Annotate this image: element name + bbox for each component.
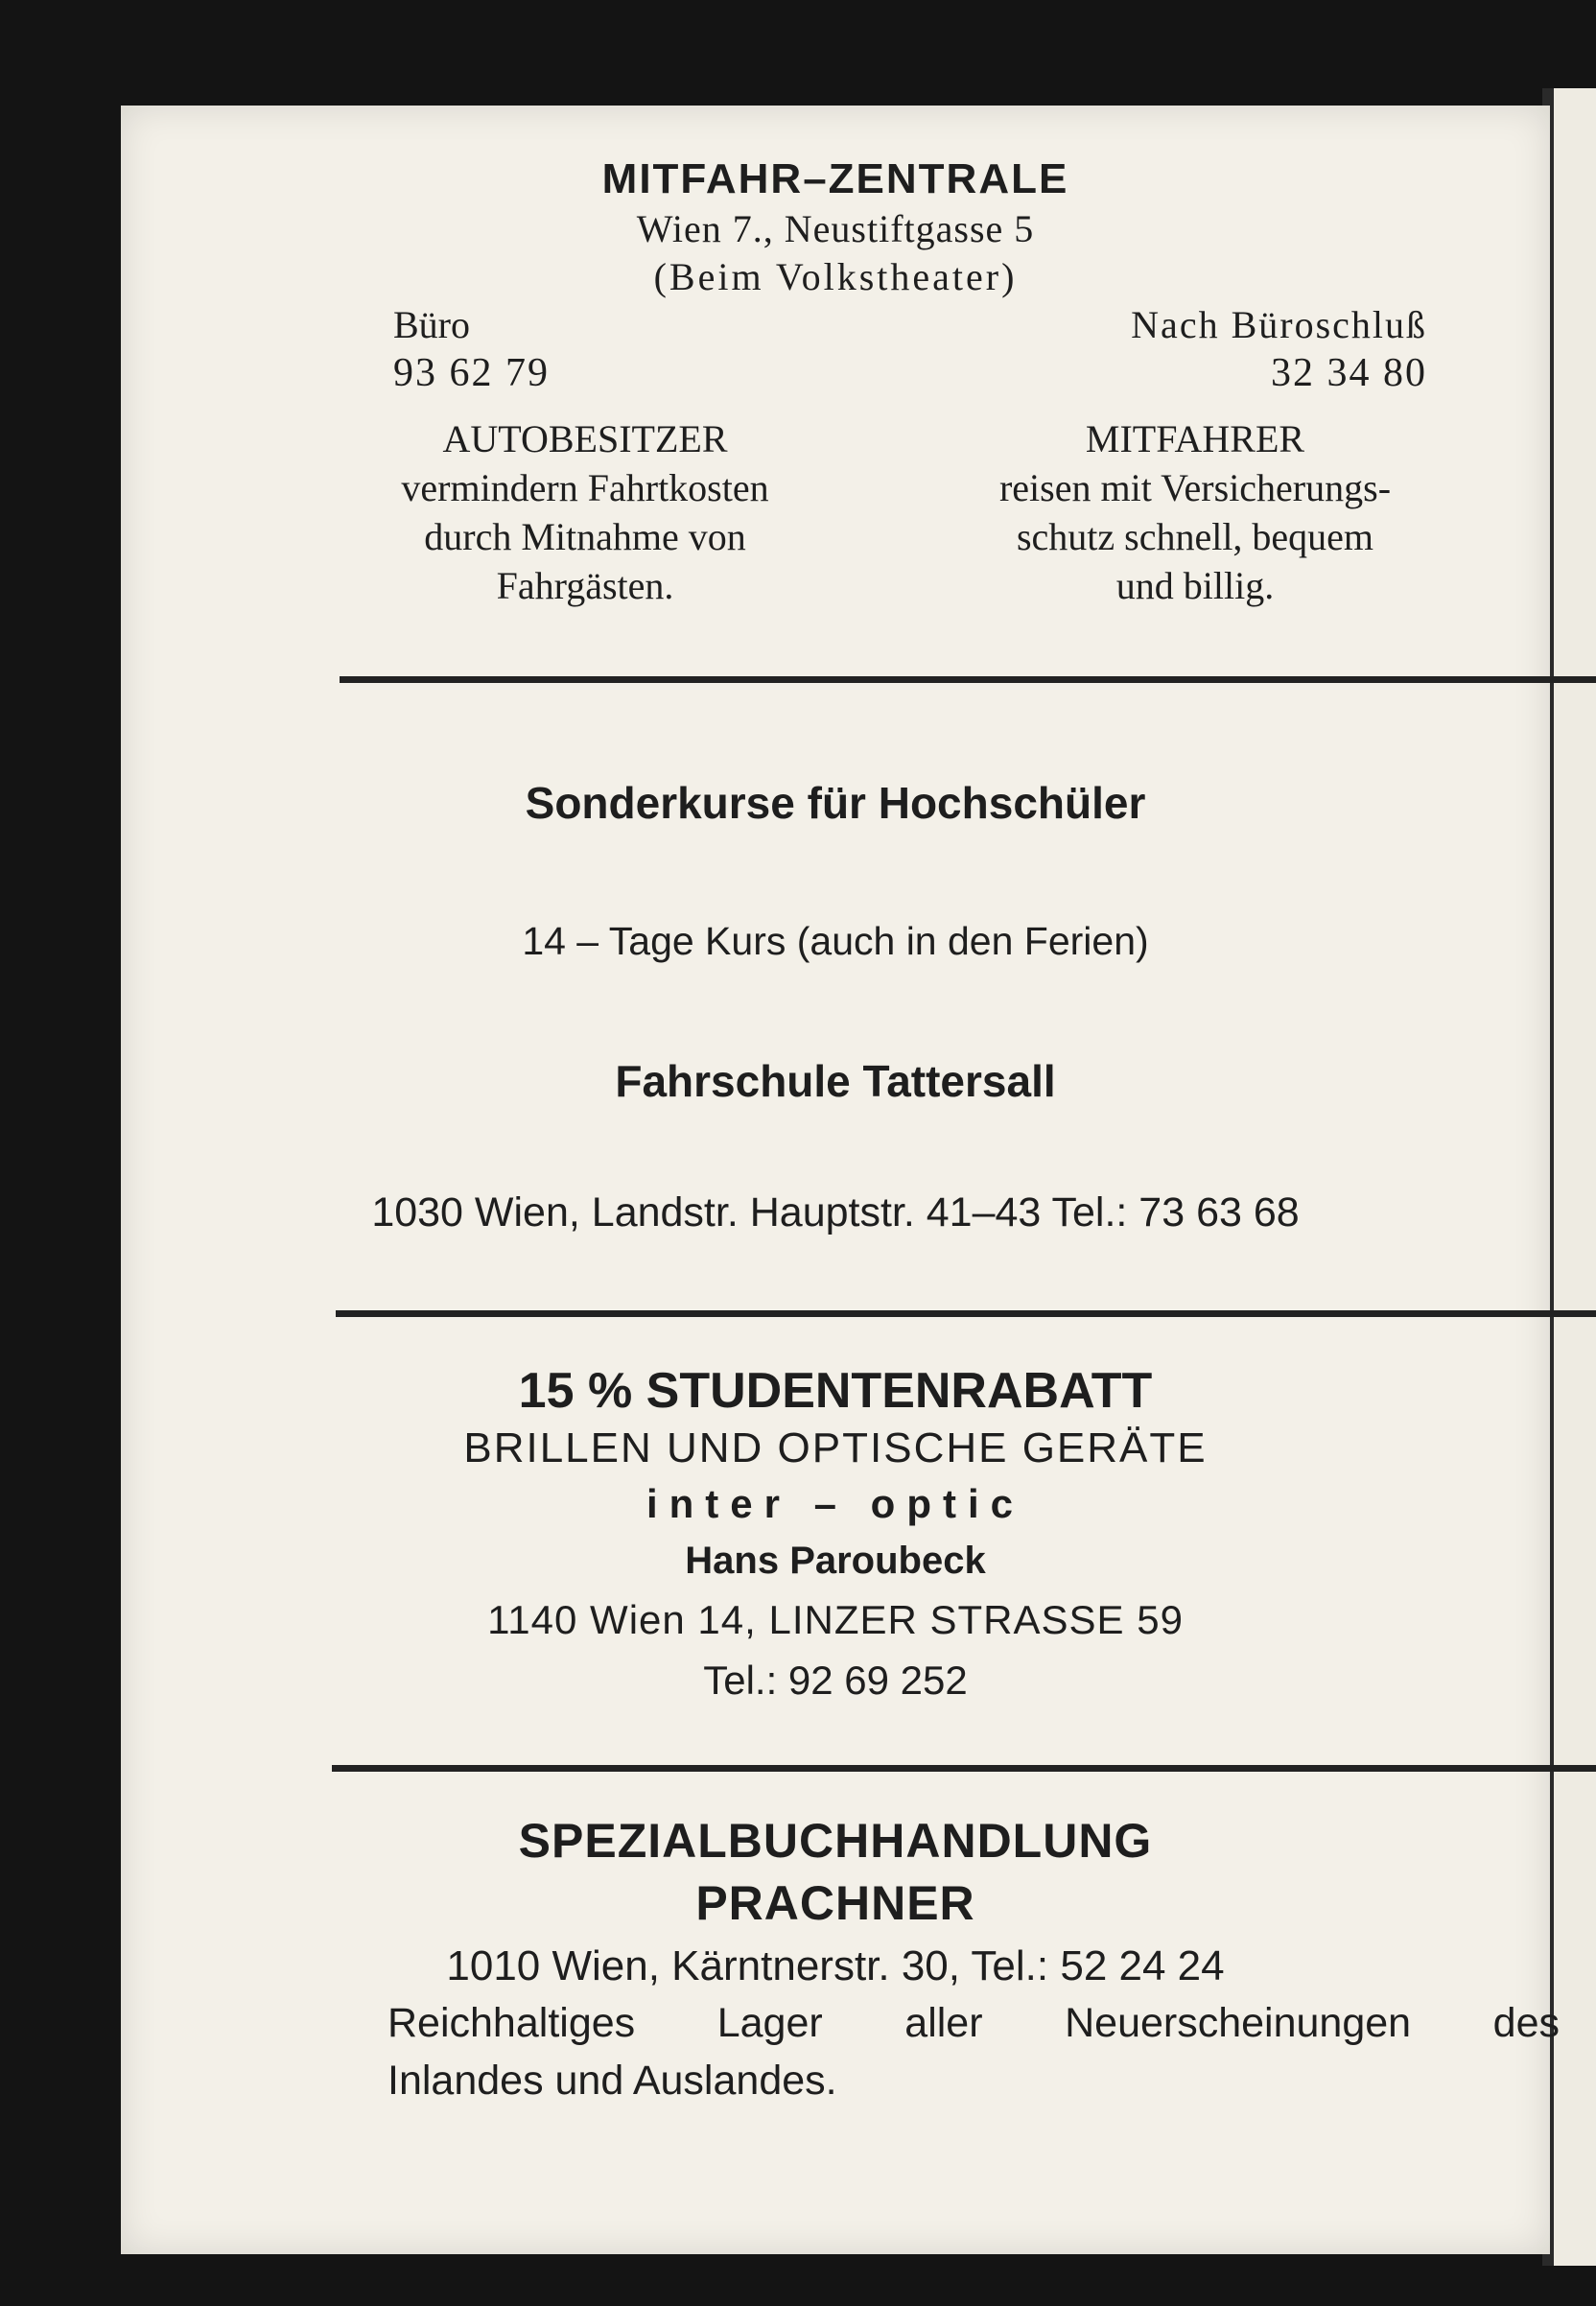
office-label: Büro <box>393 303 470 346</box>
passenger-line: reisen mit Versicherungs- <box>998 466 1392 509</box>
divider <box>336 1310 1596 1317</box>
optic-phone: Tel.: 92 69 252 <box>703 1658 968 1703</box>
bookshop-description: Reichhaltiges Lager aller Neuerscheinungen des <box>387 2000 1560 2046</box>
car-owner-line: durch Mitnahme von <box>424 515 746 558</box>
passenger-line: schutz schnell, bequem <box>1016 515 1374 558</box>
bookshop-name: PRACHNER <box>695 1876 975 1930</box>
divider <box>332 1765 1596 1772</box>
car-owner-line: vermindern Fahrtkosten <box>401 466 769 509</box>
driving-school-address: 1030 Wien, Landstr. Hauptstr. 41–43 Tel.: 73 63 68 <box>371 1189 1300 1235</box>
passenger-column <box>955 414 1435 610</box>
car-owner-column <box>384 414 786 610</box>
car-owner-line: Fahrgästen. <box>496 564 674 607</box>
bookshop-description-end: Inlandes und Auslandes. <box>387 2058 837 2104</box>
bookshop-title: SPEZIALBUCHHANDLUNG <box>518 1814 1153 1868</box>
office-phone: 93 62 79 <box>393 351 550 395</box>
optic-products: BRILLEN UND OPTISCHE GERÄTE <box>463 1424 1208 1471</box>
driving-school-name: Fahrschule Tattersall <box>615 1056 1056 1106</box>
course-description: 14 – Tage Kurs (auch in den Ferien) <box>522 919 1149 963</box>
divider <box>340 676 1596 683</box>
mitfahr-title: MITFAHR–ZENTRALE <box>601 155 1069 202</box>
optic-owner: Hans Paroubeck <box>685 1540 986 1582</box>
optic-brand: inter – optic <box>645 1481 1025 1526</box>
bookshop-address: 1010 Wien, Kärntnerstr. 30, Tel.: 52 24 24 <box>446 1942 1225 1989</box>
mitfahr-location: (Beim Volkstheater) <box>653 255 1018 298</box>
brochure-page <box>121 106 1560 2254</box>
next-page-edge <box>1554 88 1596 2266</box>
mitfahr-address: Wien 7., Neustiftgasse 5 <box>636 207 1035 250</box>
discount-heading: 15 % STUDENTENRABATT <box>518 1363 1153 1419</box>
optic-address: 1140 Wien 14, LINZER STRASSE 59 <box>487 1597 1184 1642</box>
after-hours-label: Nach Büroschluß <box>1131 303 1427 346</box>
passenger-line: und billig. <box>1115 564 1275 607</box>
passenger-heading: MITFAHRER <box>1085 417 1305 460</box>
car-owner-heading: AUTOBESITZER <box>442 417 728 460</box>
course-heading: Sonderkurse für Hochschüler <box>525 778 1146 828</box>
after-hours-phone: 32 34 80 <box>1271 351 1427 395</box>
